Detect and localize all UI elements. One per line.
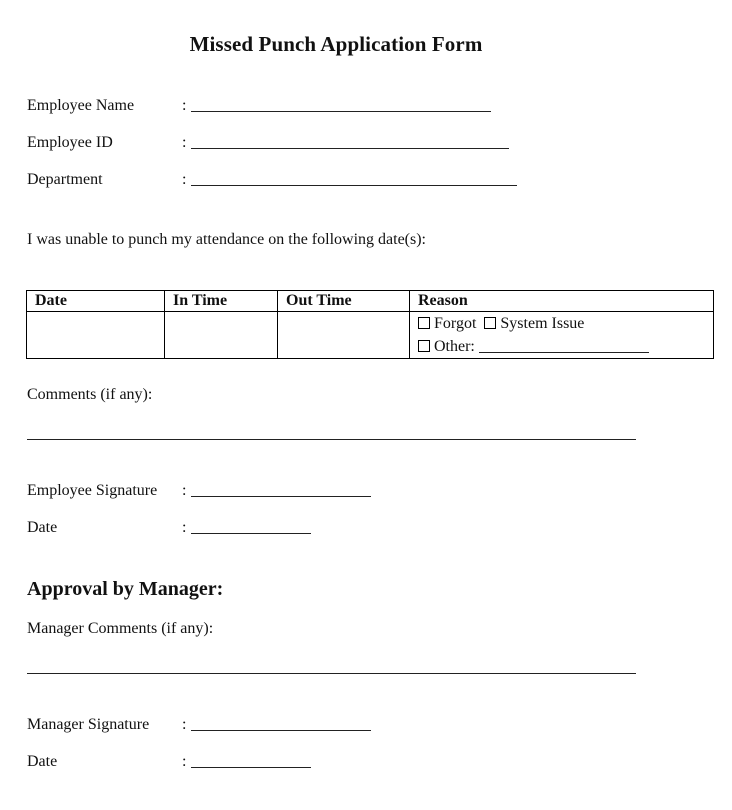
employee-id-input-line[interactable]: [191, 148, 509, 149]
manager-signature-label: Manager Signature: [27, 716, 150, 733]
intro-text: I was unable to punch my attendance on the following date(s):: [27, 231, 426, 248]
header-date: Date: [27, 291, 165, 312]
table-header-row: [27, 291, 714, 312]
system-issue-checkbox[interactable]: [484, 317, 496, 329]
other-reason-input-line[interactable]: [479, 352, 649, 353]
reason-options-row: [418, 312, 705, 335]
colon: :: [182, 134, 187, 151]
manager-comments-label: Manager Comments (if any):: [27, 620, 214, 637]
other-option-row: [418, 335, 705, 358]
manager-date-input-line[interactable]: [191, 767, 311, 768]
manager-date-label: Date: [27, 753, 58, 770]
colon: :: [182, 171, 187, 188]
other-label: Other:: [434, 338, 475, 355]
colon: :: [182, 482, 187, 499]
employee-name-input-line[interactable]: [191, 111, 491, 112]
forgot-label: Forgot: [434, 315, 477, 332]
manager-signature-input-line[interactable]: [191, 730, 371, 731]
colon: :: [182, 716, 187, 733]
colon: :: [182, 97, 187, 114]
in-time-cell[interactable]: [165, 312, 278, 359]
employee-signature-label: Employee Signature: [27, 482, 158, 499]
other-checkbox[interactable]: [418, 340, 430, 352]
comments-input-line[interactable]: [27, 439, 636, 440]
header-reason: Reason: [410, 291, 714, 312]
header-out-time: Out Time: [278, 291, 410, 312]
employee-signature-input-line[interactable]: [191, 496, 371, 497]
header-in-time: In Time: [165, 291, 278, 312]
reason-cell: [410, 312, 714, 359]
employee-date-input-line[interactable]: [191, 533, 311, 534]
date-cell[interactable]: [27, 312, 165, 359]
employee-id-label: Employee ID: [27, 134, 113, 151]
missed-punch-table: [26, 290, 714, 359]
manager-comments-input-line[interactable]: [27, 673, 636, 674]
approval-heading: Approval by Manager:: [27, 578, 224, 600]
comments-label: Comments (if any):: [27, 386, 153, 403]
forgot-checkbox[interactable]: [418, 317, 430, 329]
colon: :: [182, 519, 187, 536]
employee-name-label: Employee Name: [27, 97, 135, 114]
department-label: Department: [27, 171, 103, 188]
employee-date-label: Date: [27, 519, 58, 536]
out-time-cell[interactable]: [278, 312, 410, 359]
colon: :: [182, 753, 187, 770]
department-input-line[interactable]: [191, 185, 517, 186]
form-title: Missed Punch Application Form: [189, 32, 483, 56]
table-row: [27, 312, 714, 359]
system-issue-label: System Issue: [500, 315, 585, 332]
